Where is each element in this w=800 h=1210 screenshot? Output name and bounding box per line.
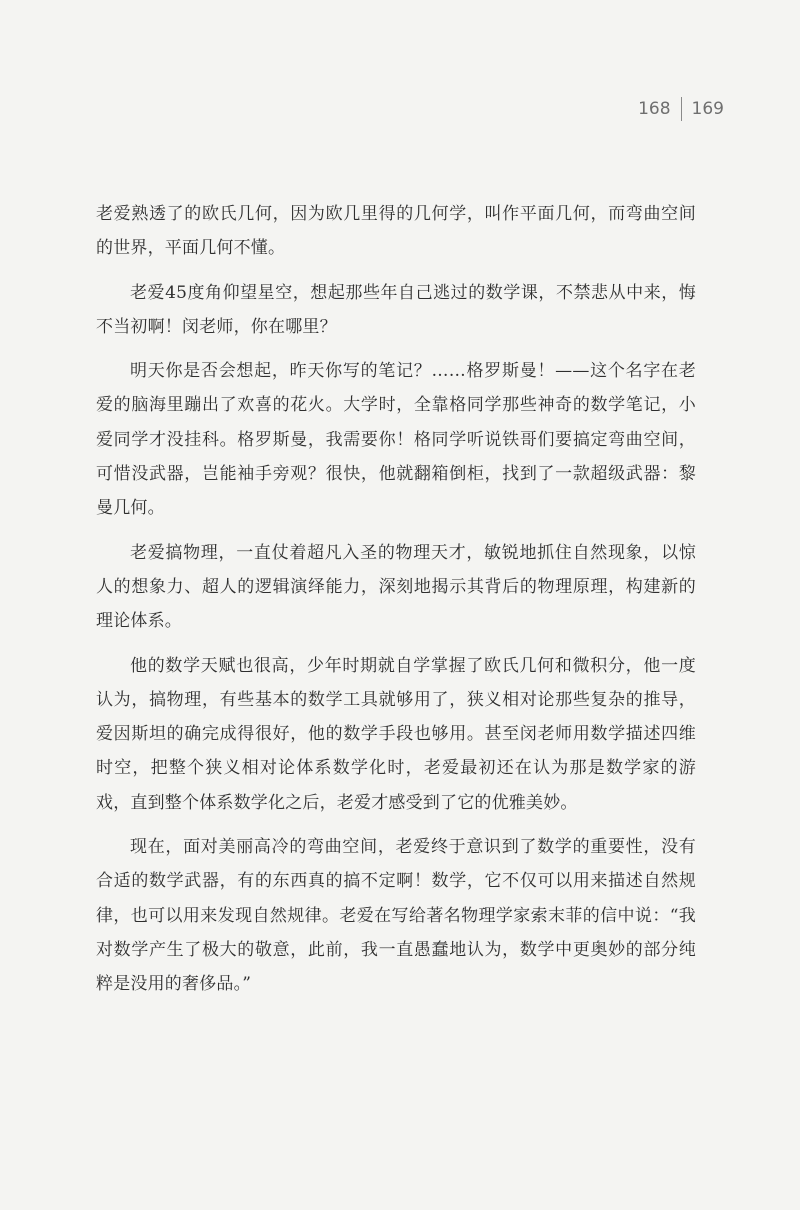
body-text bbox=[96, 197, 696, 1002]
paragraph: 老爱搞物理，一直仗着超凡入圣的物理天才，敏锐地抓住自然现象，以惊人的想象力、超人的逻辑演绎能力，深刻地揭示其背后的物理原理，构建新的理论体系。 bbox=[96, 542, 696, 632]
page-number-right: 169 bbox=[691, 99, 724, 119]
page-number-left: 168 bbox=[638, 99, 671, 119]
page-number-divider bbox=[681, 97, 682, 121]
paragraph-continuation: 老爱熟透了的欧氏几何，因为欧几里得的几何学，叫作平面几何，而弯曲空间的世界，平面几何不懂。 bbox=[96, 204, 696, 259]
page-number-header bbox=[638, 96, 724, 122]
paragraph: 他的数学天赋也很高，少年时期就自学掌握了欧氏几何和微积分，他一度认为，搞物理，有些基本的数学工具就够用了，狭义相对论那些复杂的推导，爱因斯坦的确完成得很好，他的数学手段也够用。甚至闵老师用数学描述四维时空，把整个狭义相对论体系数学化时，老爱最初还在认为那是数学家的游戏，直到整个体系数学化之后，老爱才感受到了它的优雅美妙。 bbox=[96, 655, 696, 813]
paragraph: 现在，面对美丽高冷的弯曲空间，老爱终于意识到了数学的重要性，没有合适的数学武器，有的东西真的搞不定啊！数学，它不仅可以用来描述自然规律，也可以用来发现自然规律。老爱在写给著名物理学家索末菲的信中说：“我对数学产生了极大的敬意，此前，我一直愚蠢地认为，数学中更奥妙的部分纯粹是没用的奢侈品。” bbox=[96, 837, 696, 995]
paragraph: 明天你是否会想起，昨天你写的笔记？……格罗斯曼！——这个名字在老爱的脑海里蹦出了欢喜的花火。大学时，全靠格同学那些神奇的数学笔记，小爱同学才没挂科。格罗斯曼，我需要你！格同学听说铁哥们要搞定弯曲空间，可惜没武器，岂能袖手旁观？很快，他就翻箱倒柜，找到了一款超级武器：黎曼几何。 bbox=[96, 361, 696, 519]
paragraph: 老爱45度角仰望星空，想起那些年自己逃过的数学课，不禁悲从中来，悔不当初啊！闵老师，你在哪里？ bbox=[96, 282, 696, 337]
